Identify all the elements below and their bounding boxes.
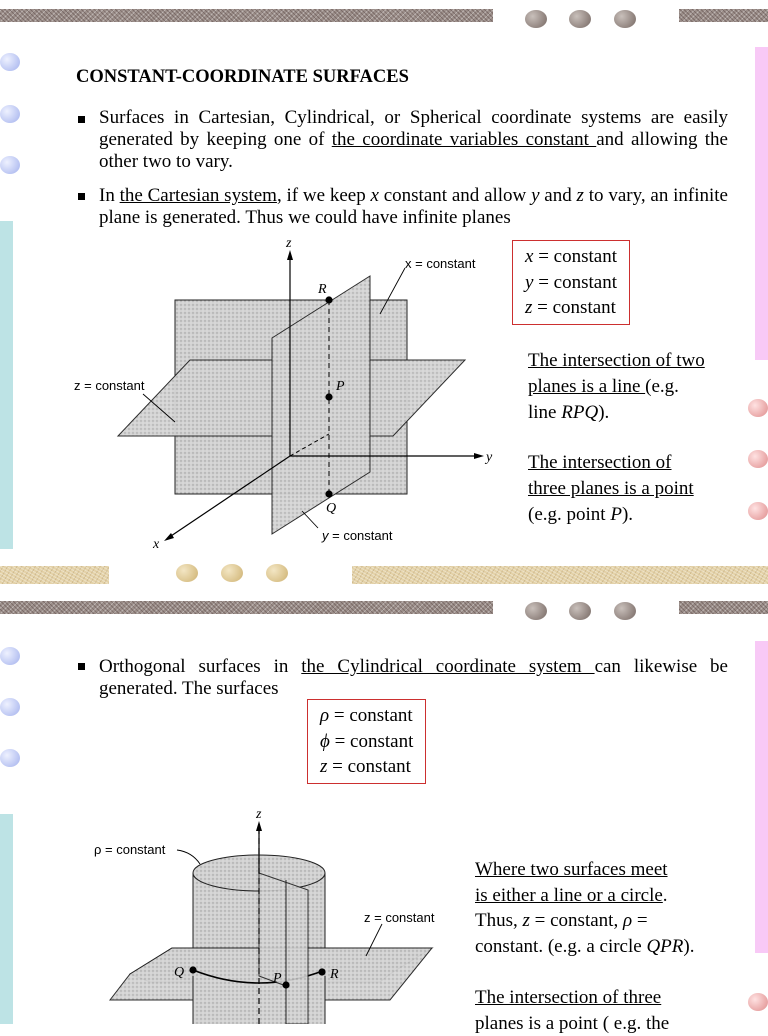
right-strip bbox=[755, 641, 768, 953]
deco-dot bbox=[614, 602, 636, 620]
deco-dot bbox=[0, 156, 20, 174]
point-Q bbox=[189, 966, 196, 973]
constant-equations-box: ρ = constant ϕ = constant z = constant bbox=[307, 699, 426, 784]
deco-dot bbox=[569, 10, 591, 28]
bullet-marker bbox=[78, 663, 85, 670]
label-z-constant: z = constant bbox=[364, 910, 435, 925]
deco-dot bbox=[0, 647, 20, 665]
deco-dot bbox=[0, 53, 20, 71]
bottom-band-left bbox=[0, 566, 109, 584]
point-label-Q: Q bbox=[326, 501, 337, 516]
bullet-text: Orthogonal surfaces in the Cylindrical coordinate system can likewise be generated. The surfaces bbox=[99, 656, 728, 699]
axis-label-z: z bbox=[256, 807, 262, 822]
top-band-right bbox=[679, 9, 768, 22]
deco-dot bbox=[0, 698, 20, 716]
point-Q bbox=[325, 490, 332, 497]
note-surfaces-meet: Where two surfaces meet is either a line or a circle. Thus, z = constant, ρ = constant. (e.g. a circle QPR). bbox=[475, 859, 695, 957]
label-z-constant: z = constant bbox=[74, 378, 145, 393]
point-R bbox=[325, 296, 332, 303]
bottom-band-right bbox=[352, 566, 768, 584]
axis-label-y: y bbox=[486, 450, 493, 465]
cylindrical-surfaces-figure bbox=[80, 806, 460, 1024]
note-three-planes: The intersection of three planes is a point ( e.g. the bbox=[475, 987, 670, 1034]
axis-label-x: x bbox=[153, 537, 160, 552]
point-label-P: P bbox=[336, 379, 345, 394]
deco-dot bbox=[525, 10, 547, 28]
slide-title: CONSTANT-COORDINATE SURFACES bbox=[76, 67, 409, 87]
deco-dot bbox=[748, 399, 768, 417]
cartesian-planes-figure bbox=[60, 236, 510, 554]
deco-dot bbox=[0, 749, 20, 767]
deco-dot bbox=[748, 502, 768, 520]
deco-dot bbox=[569, 602, 591, 620]
point-label-R: R bbox=[318, 282, 327, 297]
bullet-text: Surfaces in Cartesian, Cylindrical, or Spherical coordinate systems are easily generated by keeping one of the coordinate variables constant and allowing the other two to vary. bbox=[99, 107, 728, 172]
axis-label-z: z bbox=[286, 236, 292, 251]
deco-dot bbox=[748, 450, 768, 468]
deco-dot bbox=[525, 602, 547, 620]
left-strip bbox=[0, 221, 13, 549]
point-label-Q: Q bbox=[174, 965, 185, 980]
deco-dot bbox=[221, 564, 243, 582]
point-label-R: R bbox=[330, 967, 339, 982]
deco-dot bbox=[614, 10, 636, 28]
label-x-constant: x = constant bbox=[405, 256, 476, 271]
note-intersection-line: The intersection of two planes is a line (e.g. line RPQ). bbox=[528, 350, 705, 423]
constant-equations-box: x = constant y = constant z = constant bbox=[512, 240, 630, 325]
deco-dot bbox=[266, 564, 288, 582]
deco-dot bbox=[176, 564, 198, 582]
point-P bbox=[325, 393, 332, 400]
right-strip bbox=[755, 47, 768, 360]
point-P bbox=[282, 981, 289, 988]
bullet-marker bbox=[78, 116, 85, 123]
bullet-marker bbox=[78, 193, 85, 200]
note-intersection-point: The intersection of three planes is a point (e.g. point P). bbox=[528, 452, 694, 525]
top-band-left bbox=[0, 9, 493, 22]
top-band-right bbox=[679, 601, 768, 614]
label-rho-constant: ρ = constant bbox=[94, 842, 166, 857]
point-R bbox=[318, 968, 325, 975]
bullet-text: In the Cartesian system, if we keep x constant and allow y and z to vary, an infinite plane is generated. Thus we could have infinite planes bbox=[99, 185, 728, 228]
point-label-P: P bbox=[273, 971, 282, 986]
label-y-constant: y = constant bbox=[322, 528, 393, 543]
deco-dot bbox=[0, 105, 20, 123]
top-band-left bbox=[0, 601, 493, 614]
left-strip bbox=[0, 814, 13, 1024]
deco-dot bbox=[748, 993, 768, 1011]
